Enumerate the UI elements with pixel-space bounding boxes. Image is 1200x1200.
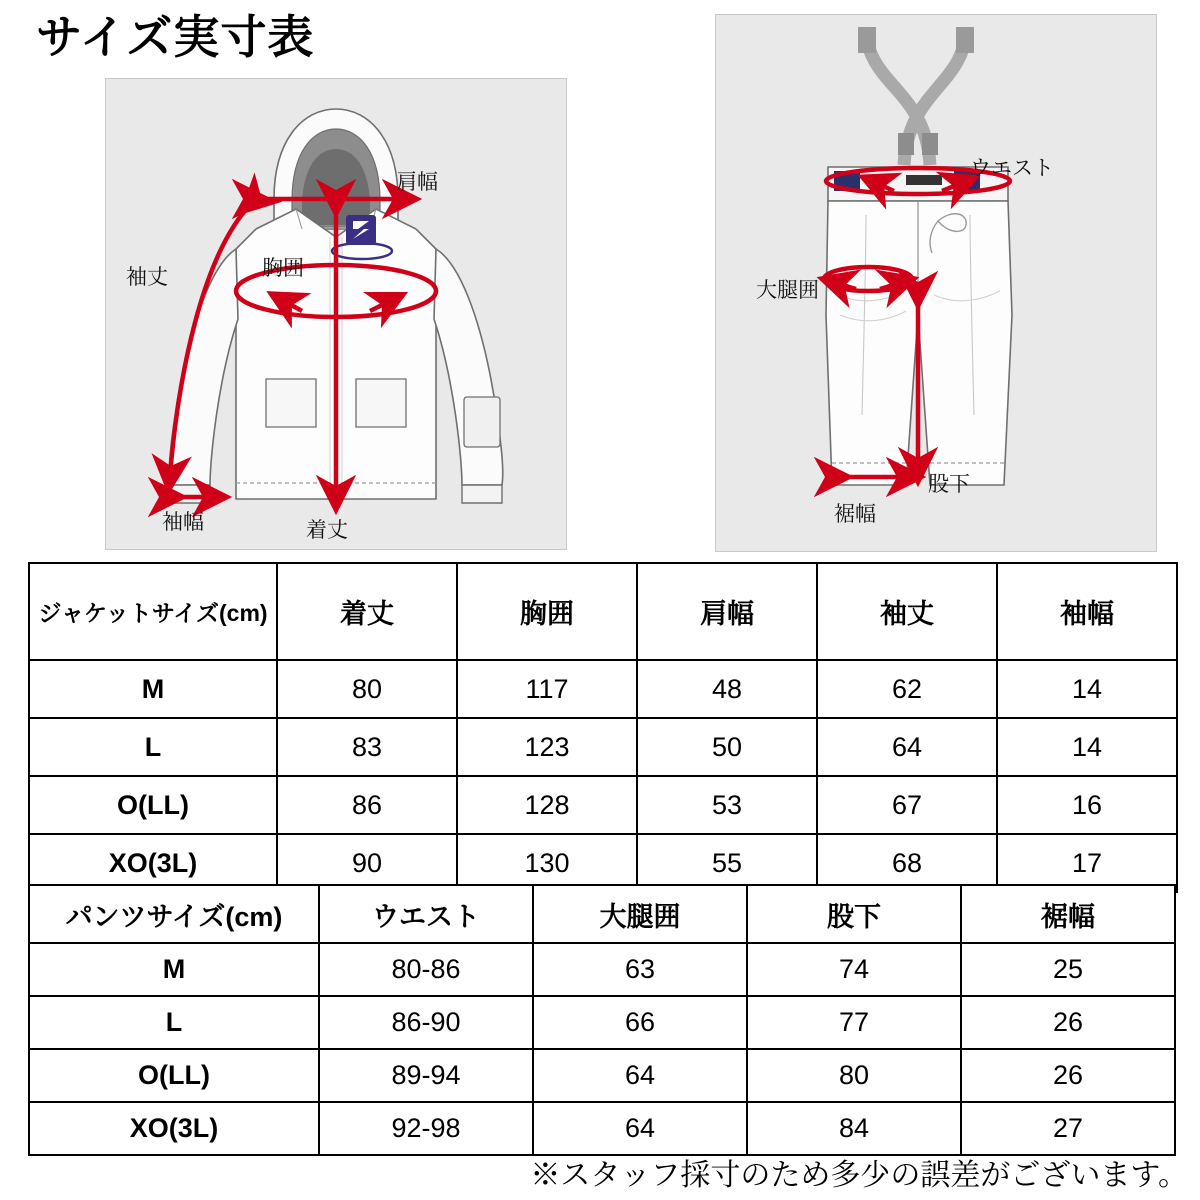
header-shoulder: 肩幅 (637, 563, 817, 660)
cell-hem-width: 26 (961, 996, 1175, 1049)
table-row (29, 943, 1175, 996)
cell-inseam: 84 (747, 1102, 961, 1155)
cell-sleeve-length: 64 (817, 718, 997, 776)
row-size-label: O(LL) (29, 776, 277, 834)
cell-sleeve-width: 14 (997, 660, 1177, 718)
label-sleeve-width: 袖幅 (162, 511, 204, 534)
pants-illustration (715, 14, 1157, 552)
row-size-label: M (29, 660, 277, 718)
table-row (29, 1049, 1175, 1102)
header-chest: 胸囲 (457, 563, 637, 660)
label-hem-width: 裾幅 (834, 503, 876, 526)
cell-sleeve-length: 62 (817, 660, 997, 718)
table-row (29, 1102, 1175, 1155)
cell-sleeve-length: 68 (817, 834, 997, 892)
header-hem-width: 裾幅 (961, 885, 1175, 943)
header-pants-size: パンツサイズ(cm) (29, 885, 319, 943)
jacket-illustration (105, 78, 567, 550)
cell-hem-width: 27 (961, 1102, 1175, 1155)
cell-sleeve-width: 14 (997, 718, 1177, 776)
label-thigh: 大腿囲 (756, 279, 819, 302)
label-chest: 胸囲 (262, 257, 304, 280)
row-size-label: O(LL) (29, 1049, 319, 1102)
cell-shoulder: 53 (637, 776, 817, 834)
cell-body-length: 86 (277, 776, 457, 834)
header-thigh: 大腿囲 (533, 885, 747, 943)
header-waist: ウエスト (319, 885, 533, 943)
cell-inseam: 80 (747, 1049, 961, 1102)
cell-hem-width: 25 (961, 943, 1175, 996)
cell-inseam: 77 (747, 996, 961, 1049)
header-sleeve-width: 袖幅 (997, 563, 1177, 660)
cell-body-length: 80 (277, 660, 457, 718)
cell-chest: 123 (457, 718, 637, 776)
jacket-size-table (28, 562, 1178, 893)
cell-shoulder: 50 (637, 718, 817, 776)
row-size-label: L (29, 718, 277, 776)
cell-hem-width: 26 (961, 1049, 1175, 1102)
label-waist: ウエスト (970, 157, 1054, 180)
cell-thigh: 66 (533, 996, 747, 1049)
pants-size-table (28, 884, 1176, 1156)
cell-waist: 86-90 (319, 996, 533, 1049)
cell-thigh: 63 (533, 943, 747, 996)
label-inseam: 股下 (928, 473, 970, 496)
row-size-label: M (29, 943, 319, 996)
cell-body-length: 90 (277, 834, 457, 892)
cell-thigh: 64 (533, 1102, 747, 1155)
label-body-length: 着丈 (306, 519, 348, 542)
header-body-length: 着丈 (277, 563, 457, 660)
table-row (29, 660, 1177, 718)
cell-sleeve-width: 17 (997, 834, 1177, 892)
table-header-row (29, 885, 1175, 943)
row-size-label: L (29, 996, 319, 1049)
cell-sleeve-width: 16 (997, 776, 1177, 834)
header-inseam: 股下 (747, 885, 961, 943)
page-title: サイズ実寸表 (36, 11, 315, 63)
cell-chest: 117 (457, 660, 637, 718)
table-row (29, 996, 1175, 1049)
header-jacket-size: ジャケットサイズ(cm) (29, 563, 277, 660)
cell-chest: 128 (457, 776, 637, 834)
cell-shoulder: 55 (637, 834, 817, 892)
cell-waist: 89-94 (319, 1049, 533, 1102)
cell-body-length: 83 (277, 718, 457, 776)
cell-thigh: 64 (533, 1049, 747, 1102)
label-shoulder: 肩幅 (396, 171, 438, 194)
row-size-label: XO(3L) (29, 1102, 319, 1155)
cell-sleeve-length: 67 (817, 776, 997, 834)
table-header-row (29, 563, 1177, 660)
row-size-label: XO(3L) (29, 834, 277, 892)
cell-chest: 130 (457, 834, 637, 892)
cell-waist: 80-86 (319, 943, 533, 996)
table-row (29, 718, 1177, 776)
cell-inseam: 74 (747, 943, 961, 996)
cell-waist: 92-98 (319, 1102, 533, 1155)
cell-shoulder: 48 (637, 660, 817, 718)
label-sleeve-length: 袖丈 (126, 266, 168, 289)
header-sleeve-length: 袖丈 (817, 563, 997, 660)
table-row (29, 776, 1177, 834)
measurement-disclaimer: ※スタッフ採寸のため多少の誤差がございます。 (530, 1159, 1188, 1192)
